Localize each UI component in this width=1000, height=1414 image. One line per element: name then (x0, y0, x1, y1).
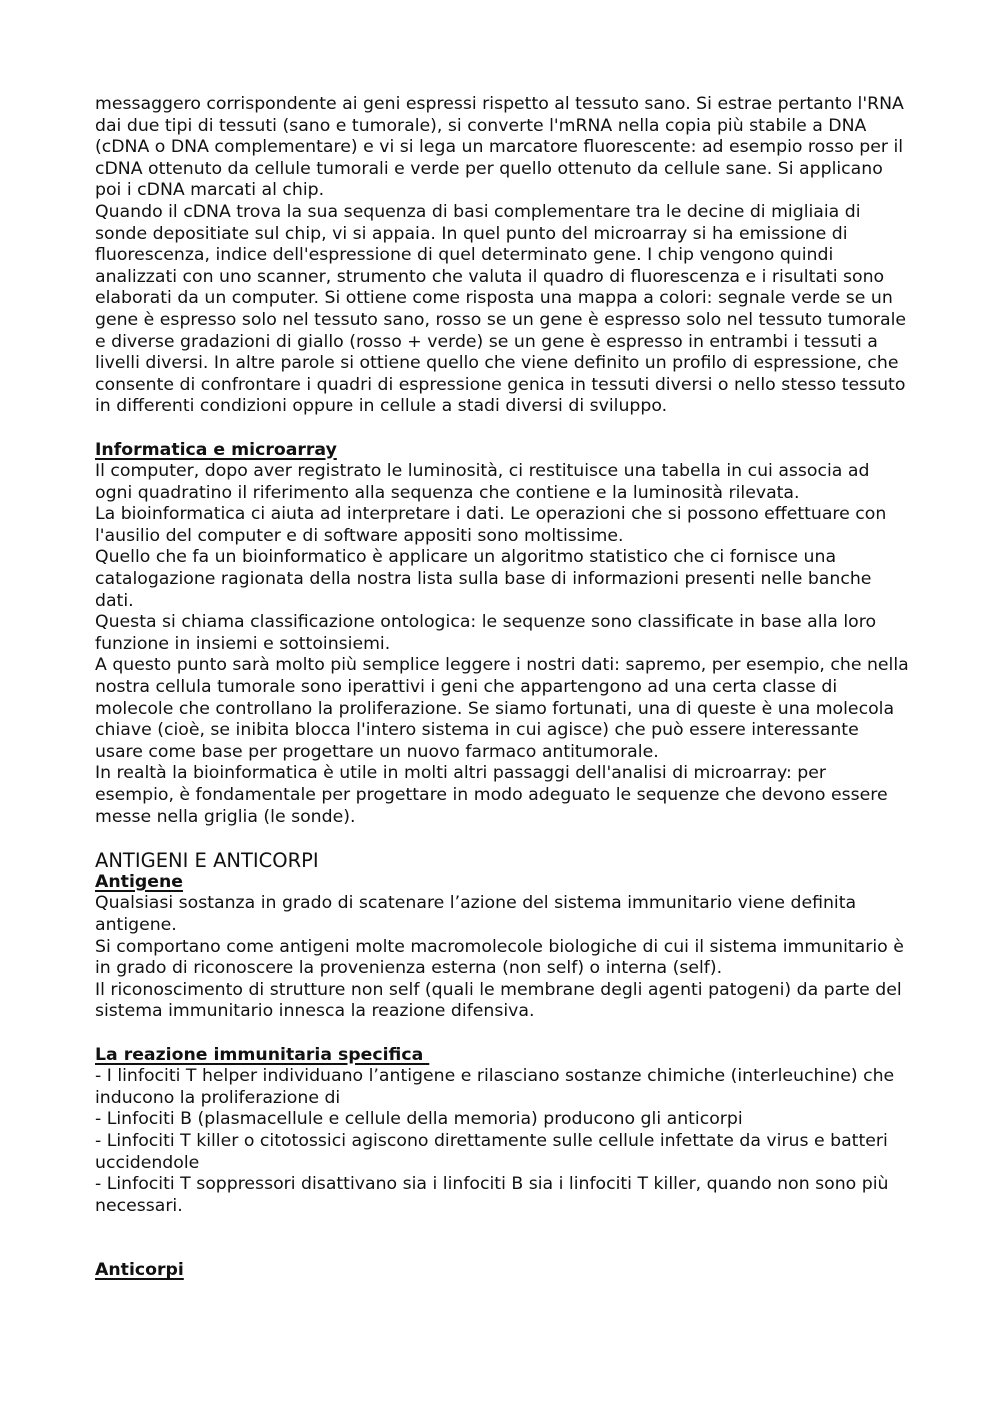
reazione-section (95, 1045, 910, 1218)
section-heading-reazione: La reazione immunitaria specifica (95, 1044, 430, 1065)
intro-section (95, 94, 910, 418)
spacer (95, 1217, 910, 1260)
paragraph: La bioinformatica ci aiuta ad interpretare i dati. Le operazioni che si possono effettuare con l'ausilio del computer e di software appositi sono moltissime. (95, 504, 887, 546)
paragraph: Il riconoscimento di strutture non self (quali le membrane degli agenti patogeni) da parte del sistema immunitario innesca la reazione difensiva. (95, 979, 902, 1022)
antigeni-section (95, 850, 910, 1023)
document-page (95, 94, 910, 1282)
section-heading-anticorpi: Anticorpi (95, 1260, 184, 1281)
list-item: - Linfociti T killer o citotossici agiscono direttamente sulle cellule infettate da virus e batteri uccidendole (95, 1130, 888, 1173)
paragraph: messaggero corrispondente ai geni espressi rispetto al tessuto sano. Si estrae pertanto l'RNA dai due tipi di tessuti (sano e tumorale), si converte l'mRNA nella copia più stabile a DNA (cDNA o DNA complementare) e vi si lega un marcatore fluorescente: ad esempio rosso per il cDNA ottenuto da cellule tumorali e verde per quello ottenuto da cellule sane. Si applicano poi i cDNA marcati al chip. (95, 94, 904, 201)
section-heading-informatica: Informatica e microarray (95, 439, 337, 460)
list-item: - I linfociti T helper individuano l’antigene e rilasciano sostanze chimiche (interleuchine) che inducono la proliferazione di (95, 1066, 895, 1108)
list-item: - Linfociti B (plasmacellule e cellule della memoria) producono gli anticorpi (95, 1109, 743, 1130)
paragraph: In realtà la bioinformatica è utile in molti altri passaggi dell'analisi di microarray: per esempio, è fondamentale per progettare in modo adeguato le sequenze che devono essere messe nella griglia (le sonde). (95, 763, 888, 827)
paragraph: Questa si chiama classificazione ontologica: le sequenze sono classificate in base alla loro funzione in insiemi e sottoinsiemi. (95, 612, 877, 654)
paragraph: Quando il cDNA trova la sua sequenza di basi complementare tra le decine di migliaia di sonde depositiate sul chip, vi si appaia. In quel punto del microarray si ha emissione di fluorescenza, indice dell'espressione di quel determinato gene. I chip vengono quindi analizzati con uno scanner, strumento che valuta il quadro di fluorescenza e i risultati sono elaborati da un computer. Si ottiene come risposta una mappa a colori: segnale verde se un gene è espresso solo nel tessuto sano, rosso se un gene è espresso solo nel tessuto tumorale e diverse gradazioni di giallo (rosso + verde) se un gene è espresso in entrambi i tessuti a livelli diversi. In altre parole si ottiene quello che viene definito un profilo di espressione, che consente di confrontare i quadri di espressione genica in tessuti diversi o nello stesso tessuto in differenti condizioni oppure in cellule a stadi diversi di sviluppo. (95, 201, 907, 417)
paragraph: Quello che fa un bioinformatico è applicare un algoritmo statistico che ci fornisce una catalogazione ragionata della nostra lista sulla base di informazioni presenti nelle banche dati. (95, 547, 872, 611)
paragraph: A questo punto sarà molto più semplice leggere i nostri dati: sapremo, per esempio, che nella nostra cellula tumorale sono iperattivi i geni che appartengono ad una certa classe di molecole che controllano la proliferazione. Se siamo fortunati, una di queste è una molecola chiave (cioè, se inibita blocca l'intero sistema in cui agisce) che può essere interessante usare come base per progettare un nuovo farmaco antitumorale. (95, 655, 909, 762)
anticorpi-section (95, 1260, 910, 1282)
paragraph: Qualsiasi sostanza in grado di scatenare l’azione del sistema immunitario viene definita antigene. (95, 893, 857, 935)
section-heading-antigene: Antigene (95, 871, 183, 892)
chapter-title: ANTIGENI E ANTICORPI (95, 848, 319, 872)
list-item: - Linfociti T soppressori disattivano sia i linfociti B sia i linfociti T killer, quando non sono più necessari. (95, 1174, 889, 1216)
paragraph: Si comportano come antigeni molte macromolecole biologiche di cui il sistema immunitario è in grado di riconoscere la provenienza esterna (non self) o interna (self). (95, 936, 904, 979)
informatica-section (95, 440, 910, 829)
paragraph: Il computer, dopo aver registrato le luminosità, ci restituisce una tabella in cui associa ad ogni quadratino il riferimento alla sequenza che contiene e la luminosità rilevata. (95, 461, 870, 503)
